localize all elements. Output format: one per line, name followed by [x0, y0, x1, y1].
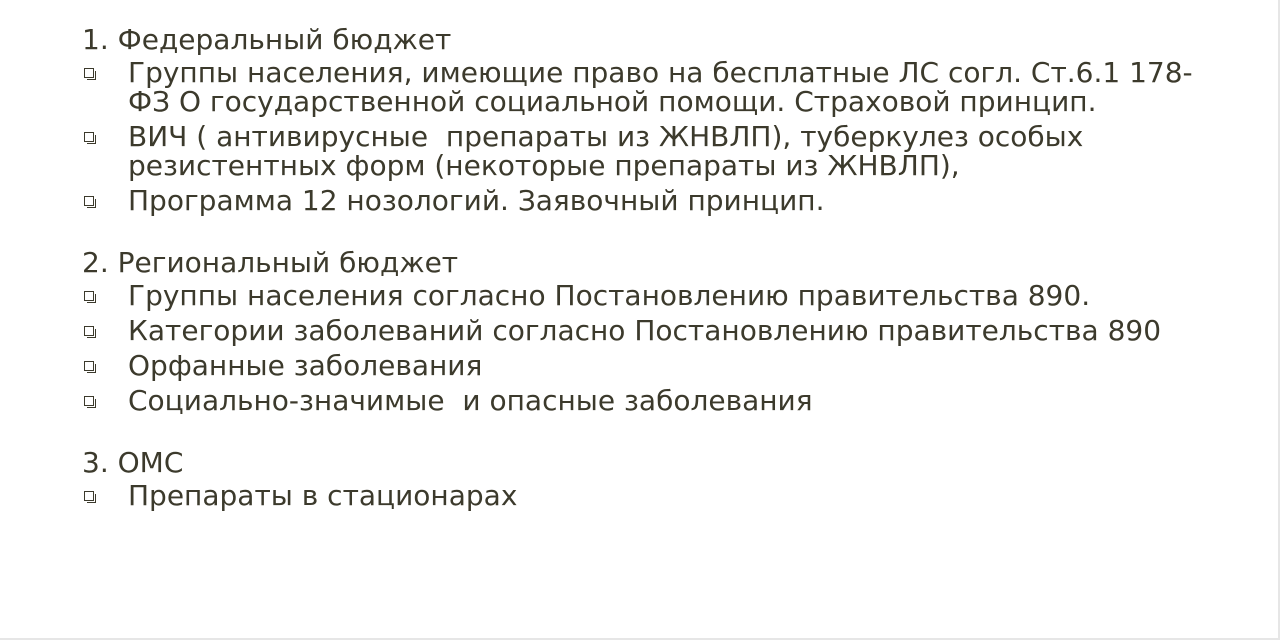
list-item [82, 316, 1212, 345]
bullet-list [82, 281, 1212, 415]
square-bullet-icon [84, 196, 94, 206]
bullet-list [82, 481, 1212, 510]
list-item-text: Группы населения, имеющие право на бесплатные ЛС согл. Ст.6.1 178-ФЗ О государственной социальной помощи. Страховой принцип. [128, 56, 1193, 118]
section-regional-budget [82, 247, 1212, 415]
section-heading: 3. ОМС [82, 446, 184, 479]
bullet-list [82, 58, 1212, 215]
square-bullet-icon [84, 491, 94, 501]
slide-content [82, 24, 1212, 510]
list-item [82, 281, 1212, 310]
square-bullet-icon [84, 132, 94, 142]
list-item-text: Программа 12 нозологий. Заявочный принцип. [128, 184, 825, 217]
list-item [82, 386, 1212, 415]
list-item-text: Категории заболеваний согласно Постановлению правительства 890 [128, 314, 1162, 347]
list-item [82, 186, 1212, 215]
list-item [82, 351, 1212, 380]
section-federal-budget [82, 24, 1212, 215]
list-item [82, 58, 1212, 116]
list-item-text: Орфанные заболевания [128, 349, 483, 382]
section-oms [82, 447, 1212, 510]
list-item [82, 122, 1212, 180]
list-item-text: Группы населения согласно Постановлению правительства 890. [128, 279, 1091, 312]
square-bullet-icon [84, 361, 94, 371]
list-item [82, 481, 1212, 510]
list-item-text: Препараты в стационарах [128, 479, 518, 512]
square-bullet-icon [84, 326, 94, 336]
square-bullet-icon [84, 396, 94, 406]
section-heading: 2. Региональный бюджет [82, 246, 459, 279]
square-bullet-icon [84, 291, 94, 301]
list-item-text: ВИЧ ( антивирусные препараты из ЖНВЛП), туберкулез особых резистентных форм (некоторые препараты из ЖНВЛП), [128, 120, 1093, 182]
list-item-text: Социально-значимые и опасные заболевания [128, 384, 813, 417]
square-bullet-icon [84, 68, 94, 78]
section-heading: 1. Федеральный бюджет [82, 23, 452, 56]
